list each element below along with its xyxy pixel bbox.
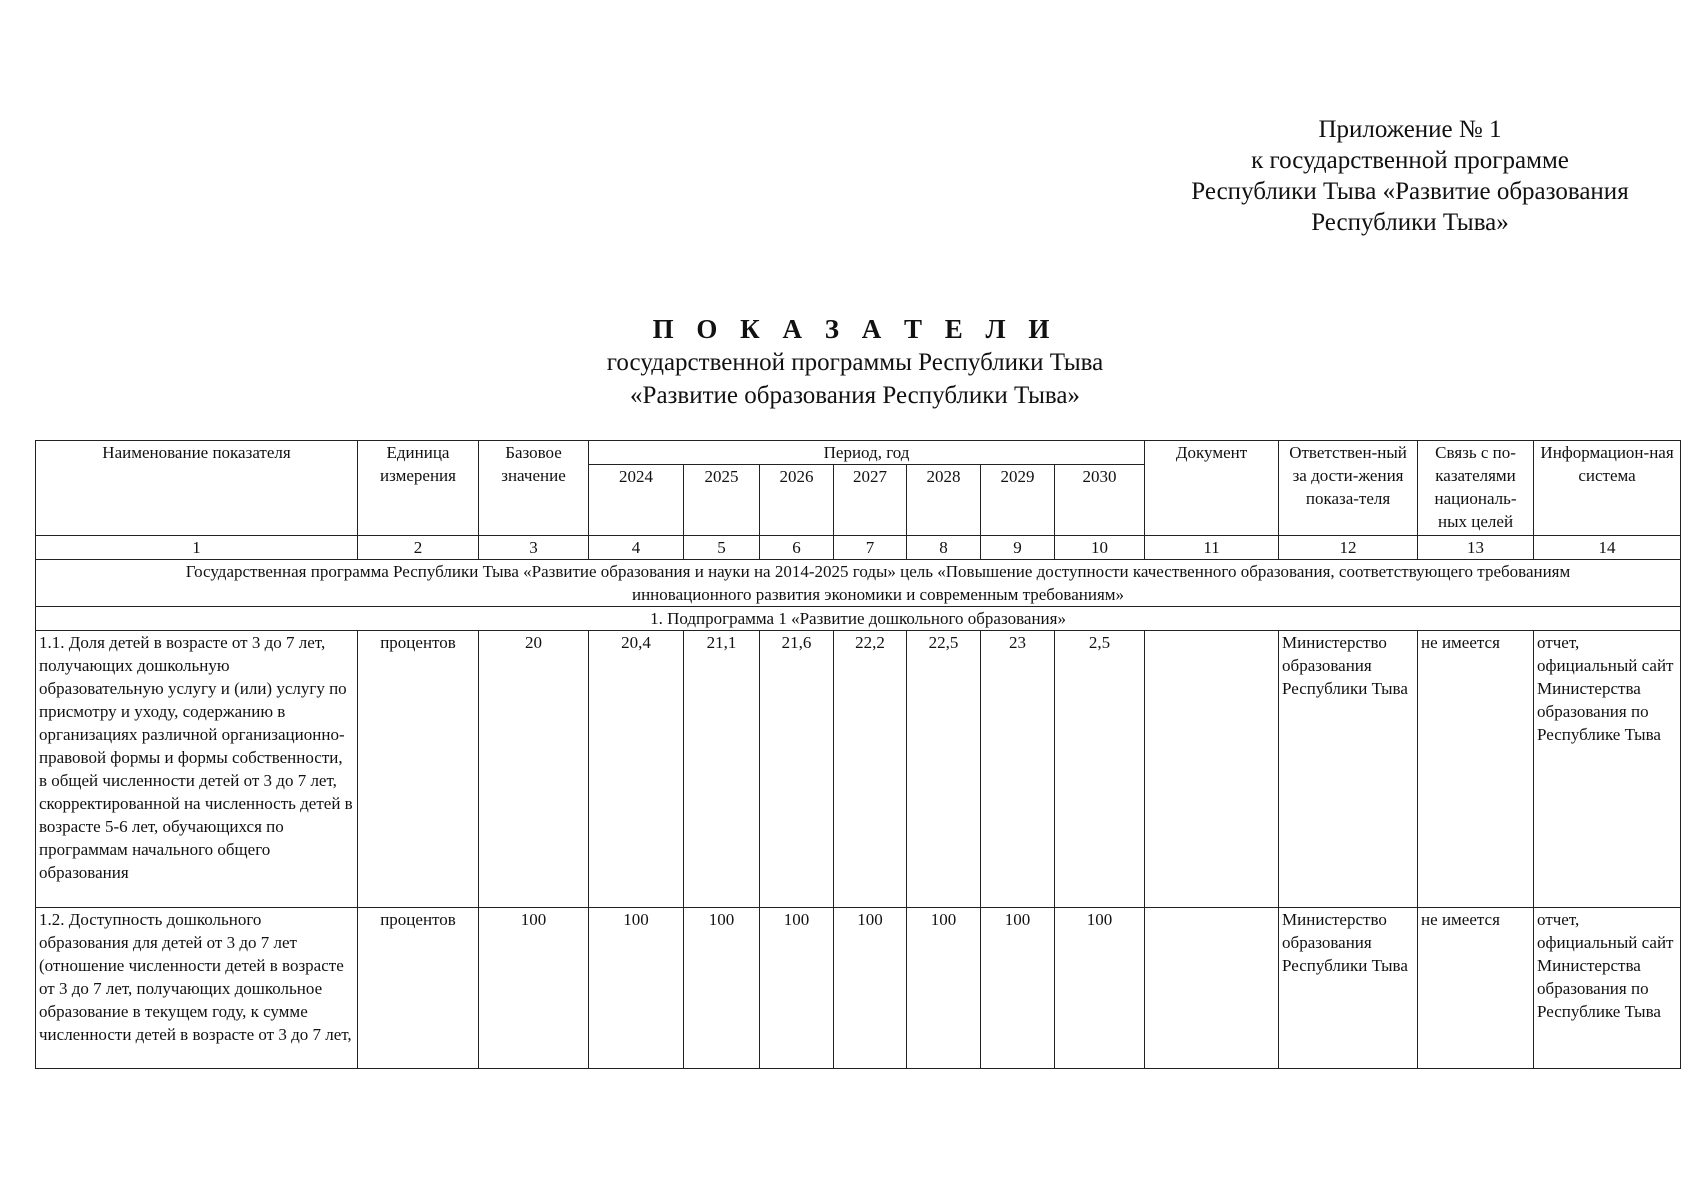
indicator-value-2029: 23: [981, 631, 1055, 908]
header-base-value: Базовое значение: [479, 441, 589, 536]
annex-line-4: Республики Тыва»: [1311, 209, 1509, 236]
program-row: [36, 560, 1681, 607]
table-row: [36, 631, 1681, 908]
indicator-base-value: 100: [479, 908, 589, 1069]
column-number: 9: [981, 536, 1055, 560]
header-year: 2026: [760, 465, 834, 536]
header-period: Период, год: [589, 441, 1145, 465]
annex-line-2: к государственной программе: [1251, 147, 1569, 174]
indicator-national-goals-link: не имеется: [1418, 908, 1534, 1069]
indicator-national-goals-link: не имеется: [1418, 631, 1534, 908]
indicator-value-2027: 22,2: [834, 631, 907, 908]
column-number: 2: [358, 536, 479, 560]
header-unit: Единица измерения: [358, 441, 479, 536]
indicator-value-2025: 21,1: [684, 631, 760, 908]
title-block: [480, 312, 1230, 412]
column-number: 4: [589, 536, 684, 560]
indicator-value-2028: 100: [907, 908, 981, 1069]
indicator-value-2024: 100: [589, 908, 684, 1069]
header-year: 2025: [684, 465, 760, 536]
document-subtitle-2: «Развитие образования Республики Тыва»: [630, 382, 1080, 409]
indicator-responsible: Министерство образования Республики Тыва: [1279, 631, 1418, 908]
indicator-value-2030: 2,5: [1055, 631, 1145, 908]
column-number: 1: [36, 536, 358, 560]
table-row: [36, 908, 1681, 1069]
indicator-unit: процентов: [358, 908, 479, 1069]
annex-line-3: Республики Тыва «Развитие образования: [1191, 178, 1629, 205]
header-row-1: [36, 441, 1681, 465]
column-number-row: [36, 536, 1681, 560]
indicator-value-2029: 100: [981, 908, 1055, 1069]
header-national-goals-link: Связь с по-казателями националь-ных целей: [1418, 441, 1534, 536]
indicator-value-2025: 100: [684, 908, 760, 1069]
header-info-system: Информацион-ная система: [1534, 441, 1681, 536]
indicators-table: [35, 440, 1681, 1069]
indicator-value-2030: 100: [1055, 908, 1145, 1069]
header-year: 2030: [1055, 465, 1145, 536]
subprogram-title: 1. Подпрограмма 1 «Развитие дошкольного образования»: [36, 607, 1681, 631]
indicator-base-value: 20: [479, 631, 589, 908]
indicator-info-system: отчет, официальный сайт Министерства образования по Республике Тыва: [1534, 908, 1681, 1069]
column-number: 5: [684, 536, 760, 560]
header-document: Документ: [1145, 441, 1279, 536]
column-number: 14: [1534, 536, 1681, 560]
column-number: 11: [1145, 536, 1279, 560]
column-number: 8: [907, 536, 981, 560]
indicator-responsible: Министерство образования Республики Тыва: [1279, 908, 1418, 1069]
column-number: 3: [479, 536, 589, 560]
indicator-value-2027: 100: [834, 908, 907, 1069]
indicator-info-system: отчет, официальный сайт Министерства образования по Республике Тыва: [1534, 631, 1681, 908]
column-number: 7: [834, 536, 907, 560]
header-year: 2024: [589, 465, 684, 536]
indicator-document: [1145, 631, 1279, 908]
indicator-name: 1.1. Доля детей в возрасте от 3 до 7 лет, получающих дошкольную образовательную услугу и (или) услугу по присмотру и уходу, содержанию в организациях различной организационно-правовой формы и формы собственности, в общей численности детей от 3 до 7 лет, скорректированной на численность детей в возрасте 5-6 лет, обучающихся по программам начального общего образования: [36, 631, 358, 908]
header-name: Наименование показателя: [36, 441, 358, 536]
column-number: 12: [1279, 536, 1418, 560]
indicator-document: [1145, 908, 1279, 1069]
indicator-value-2024: 20,4: [589, 631, 684, 908]
column-number: 13: [1418, 536, 1534, 560]
indicator-unit: процентов: [358, 631, 479, 908]
column-number: 10: [1055, 536, 1145, 560]
header-year: 2028: [907, 465, 981, 536]
indicator-value-2028: 22,5: [907, 631, 981, 908]
subprogram-row: [36, 607, 1681, 631]
annex-block: [1150, 114, 1670, 238]
annex-line-1: Приложение № 1: [1318, 116, 1502, 143]
indicator-value-2026: 100: [760, 908, 834, 1069]
program-description: Государственная программа Республики Тыва «Развитие образования и науки на 2014-2025 годы» цель «Повышение доступности качественного образования, соответствующего требованиям инновационного развития экономики и современным требованиям»: [36, 560, 1681, 607]
indicator-value-2026: 21,6: [760, 631, 834, 908]
column-number: 6: [760, 536, 834, 560]
document-subtitle-1: государственной программы Республики Тыва: [606, 349, 1104, 376]
header-year: 2027: [834, 465, 907, 536]
document-heading: П О К А З А Т Е Л И: [652, 314, 1058, 344]
indicator-name: 1.2. Доступность дошкольного образования для детей от 3 до 7 лет (отношение численности детей в возрасте от 3 до 7 лет, получающих дошкольное образование в текущем году, к сумме численности детей в возрасте от 3 до 7 лет,: [36, 908, 358, 1069]
header-responsible: Ответствен-ный за дости-жения показа-теля: [1279, 441, 1418, 536]
header-year: 2029: [981, 465, 1055, 536]
